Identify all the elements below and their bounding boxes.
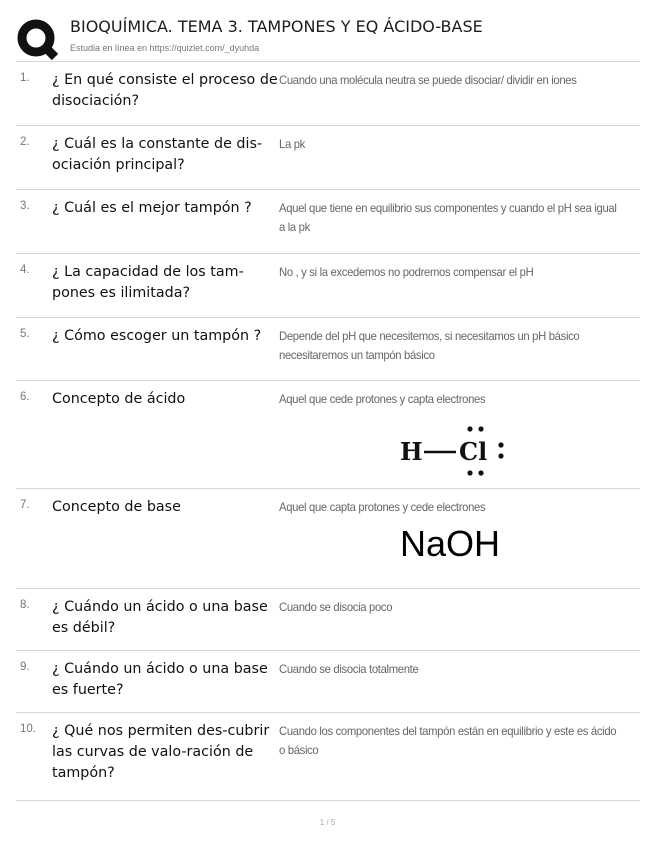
study-online-link[interactable]: Estudia en línea en https://quizlet.com/_dyuhda — [70, 43, 260, 53]
card-definition: Aquel que tiene en equilibrio sus componentes y cuando el pH sea igual a la pk — [279, 201, 617, 234]
flashcard-item — [16, 253, 640, 317]
page-header — [16, 14, 641, 58]
card-term: ¿ Cuál es el mejor tampón ? — [52, 200, 252, 216]
page-number: 1 / 5 — [319, 818, 336, 827]
naoh-formula-image: NaOH — [400, 523, 501, 564]
flashcard-item — [16, 380, 640, 488]
card-number: 9. — [20, 661, 30, 673]
card-term: ¿ Cuál es la constante de dis-ociación principal? — [52, 136, 263, 173]
card-definition: Cuando una molécula neutra se puede disociar/ dividir en iones — [279, 73, 577, 87]
hcl-lewis-structure-image — [400, 419, 530, 479]
flashcard-item — [16, 650, 640, 712]
svg-text:Cl: Cl — [459, 437, 488, 466]
card-number: 2. — [20, 136, 30, 148]
card-term: ¿ Cuándo un ácido o una base es débil? — [52, 599, 268, 636]
card-number: 10. — [20, 723, 36, 735]
card-definition: Cuando se disocia totalmente — [279, 662, 419, 676]
card-term: Concepto de ácido — [52, 391, 186, 407]
card-number: 7. — [20, 499, 30, 511]
flashcard-item — [16, 317, 640, 380]
card-definition: Aquel que cede protones y capta electrones — [279, 392, 486, 406]
page-title: BIOQUÍMICA. TEMA 3. TAMPONES Y EQ ÁCIDO-BASE — [70, 17, 483, 36]
card-number: 5. — [20, 328, 30, 340]
svg-text:H: H — [400, 437, 423, 466]
card-number: 6. — [20, 391, 30, 403]
card-definition: Cuando se disocia poco — [279, 600, 393, 614]
card-definition: Depende del pH que necesitemos, si necesitamos un pH básico necesitaremos un tampón básico — [279, 329, 580, 362]
flashcard-item — [16, 712, 640, 801]
card-term: ¿ Cómo escoger un tampón ? — [52, 328, 262, 344]
card-number: 3. — [20, 200, 30, 212]
flashcard-item — [16, 488, 640, 588]
flashcard-item — [16, 588, 640, 650]
quizlet-logo-icon — [16, 18, 60, 62]
card-definition: La pk — [279, 137, 305, 151]
flashcard-list — [16, 61, 640, 801]
card-number: 1. — [20, 72, 30, 84]
card-definition: Cuando los componentes del tampón están en equilibrio y este es ácido o básico — [279, 724, 617, 757]
flashcard-item — [16, 125, 640, 189]
card-term: ¿ En qué consiste el proceso de disociación? — [52, 72, 278, 109]
card-term: ¿ La capacidad de los tam-pones es ilimitada? — [52, 264, 244, 301]
card-term: ¿ Qué nos permiten des-cubrir las curvas de valo-ración de tampón? — [52, 723, 270, 781]
flashcard-item — [16, 61, 640, 125]
flashcard-item — [16, 189, 640, 253]
card-definition: Aquel que capta protones y cede electrones — [279, 500, 486, 514]
card-definition: No , y si la excedemos no podremos compensar el pH — [279, 265, 534, 279]
card-term: Concepto de base — [52, 499, 181, 515]
card-number: 4. — [20, 264, 30, 276]
card-term: ¿ Cuándo un ácido o una base es fuerte? — [52, 661, 268, 698]
card-number: 8. — [20, 599, 30, 611]
